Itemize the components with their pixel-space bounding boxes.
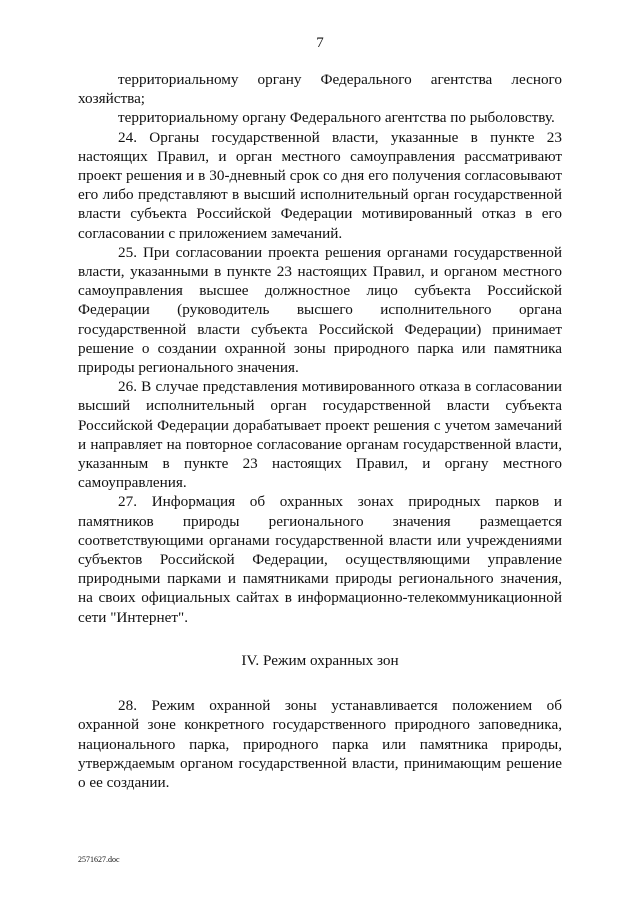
page-number: 7: [316, 35, 324, 51]
paragraph-fishery-agency: территориальному органу Федерального агентства по рыболовству.: [118, 109, 555, 127]
paragraph-26: 26. В случае представления мотивированного отказа в согласовании высший исполнительный орган государственной власти субъекта Российской Федерации дорабатывает проект решения с учетом замечаний и направляет на повторное согласование органам государственной власти, указанным в пункте 23 настоящих Правил, и органу местного самоуправления.: [78, 378, 562, 492]
footer-file-code: 2571627.doc: [78, 855, 120, 864]
paragraph-28: 28. Режим охранной зоны устанавливается положением об охранной зоне конкретного государственного природного заповедника, национального парка, природного парка или памятника природы, утверждаемым органом государственной власти, принимающим решение о ее создании.: [78, 697, 562, 791]
document-body: [78, 70, 562, 792]
paragraph-27: 27. Информация об охранных зонах природных парков и памятников природы регионального значения размещается соответствующими органами государственной власти или учреждениями субъектов Российской Федерации, осуществляющими управление природными парками и памятниками природы регионального значения, на своих официальных сайтах в информационно-телекоммуникационной сети "Интернет".: [78, 493, 562, 626]
paragraph-24: 24. Органы государственной власти, указанные в пункте 23 настоящих Правил, и орган местного самоуправления рассматривают проект решения и в 30-дневный срок со дня его получения согласовывают его либо представляют в высший исполнительный орган государственной власти субъекта Российской Федерации мотивированный отказ в его согласовании с приложением замечаний.: [78, 128, 562, 242]
section-heading: IV. Режим охранных зон: [241, 651, 399, 669]
paragraph-forestry-agency: территориальному органу Федерального агентства лесного хозяйства;: [78, 71, 562, 108]
paragraph-25: 25. При согласовании проекта решения органами государственной власти, указанными в пункте 23 настоящих Правил, и органом местного самоуправления высшее должностное лицо субъекта Российской Федерации (руководитель высшего исполнительного органа государственной власти субъекта Российской Федерации) принимает решение о создании охранной зоны природного парка или памятника природы регионального значения.: [78, 243, 562, 377]
